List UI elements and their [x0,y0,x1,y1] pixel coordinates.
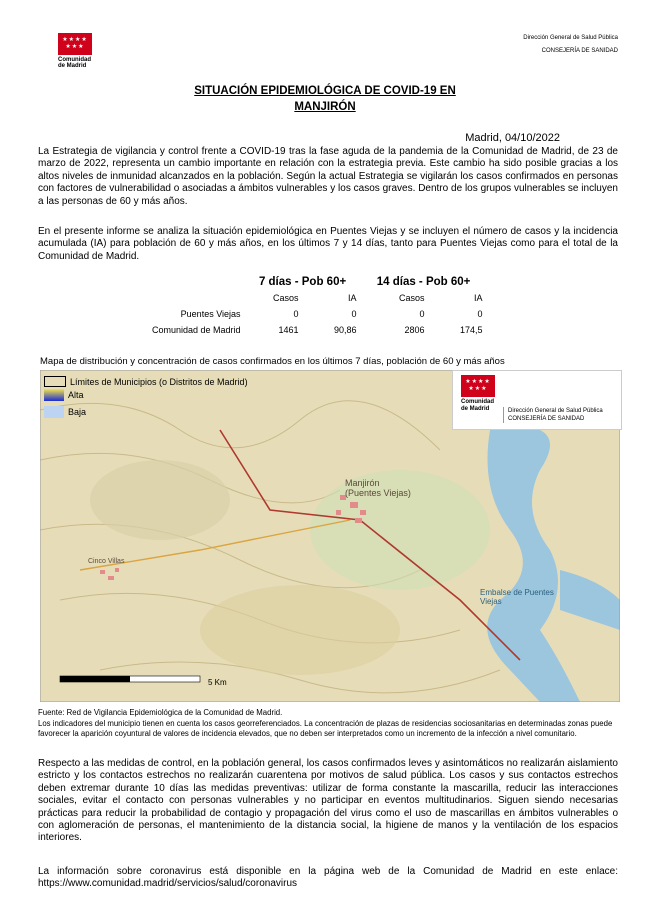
table-row: Puentes Viejas 0 0 0 0 [180,309,483,319]
boundary-swatch [44,376,66,387]
page-title: SITUACIÓN EPIDEMIOLÓGICA DE COVID-19 EN MANJIRÓN [194,85,456,113]
col-ia-14: IA [474,293,483,303]
stats-table [148,274,487,338]
col-ia-7: IA [348,293,357,303]
map-legend: Límites de Municipios (o Distritos de Madrid) Alta Baja [44,375,248,418]
advice-paragraph: Respecto a las medidas de control, en la población general, los casos confirmados leves y asintomáticos no realizarán aislamiento estricto y los contactos estrechos no realizarán cuarentena por motivos de salud pública. Los casos y sus contactos estrechos deben extremar durante 10 días las medidas preventivas: utilizar de forma constante la mascarilla, reducir las interacciones sociales, evitar el contacto con personas vulnerables y no participar en eventos multitudinarios. Siguen siendo necesarias prácticas para reducir la probabilidad de contagio y propagación del virus como el uso de mascarillas en ámbitos vulnerables o con aglomeración de personas, el mantenimiento de la distancia social, la higiene de manos y la ventilación de los espacios interiores. [38,758,618,844]
col-casos-7: Casos [273,293,299,303]
map-logo-text: Comunidad de Madrid [461,399,494,412]
map-logo-flag-icon: ★★★★ ★★★ [461,375,495,397]
low-swatch [44,406,64,418]
map-logo-box [452,370,622,430]
place-cinco-villas: Cinco Villas [88,558,125,565]
high-swatch [44,389,64,401]
place-manjiron: Manjirón (Puentes Viejas) [345,478,411,498]
map-caption: Mapa de distribución y concentración de casos confirmados en los últimos 7 días, población de 60 y más años [40,356,505,367]
intro-paragraph: La Estrategia de vigilancia y control frente a COVID-19 tras la fase aguda de la pandemia de la Comunidad de Madrid, de 23 de marzo de 2022, representa un cambio importante en relación con la estrategia previa. Este cambio ha sido posible gracias a los altos niveles de inmunidad alcanzados en la población. Según la actual Estrategia se vigilarán los casos confirmados en personas con factores de vulnerabilidad o asociadas a ámbitos vulnerables y los casos graves. Dentro de los grupos vulnerables se incluyen a las personas de 60 y más años. [38,146,618,207]
scale-label: 5 Km [208,678,227,687]
source-line: Fuente: Red de Vigilancia Epidemiológica de la Comunidad de Madrid. [38,708,283,717]
header-department: Dirección General de Salud Pública [523,35,618,41]
report-date: Madrid, 04/10/2022 [465,132,560,144]
logo-text: Comunidad de Madrid [58,57,91,69]
header-14-days: 14 días - Pob 60+ [376,276,471,288]
header-7-days: 7 días - Pob 60+ [258,276,347,288]
map-logo-dept: Dirección General de Salud Pública CONSEJERÍA DE SANIDAD [503,407,603,423]
report-paragraph: En el presente informe se analiza la situación epidemiológica en Puentes Viejas y se incluyen el número de casos y la incidencia acumulada (IA) para población de 60 y más años, en los últimos 7 y 14 días, tanto para Puentes Viejas como para el total de la Comunidad de Madrid. [38,226,618,262]
source-note: Los indicadores del municipio tienen en cuenta los casos georreferenciados. La concentración de plazas de residencias sociosanitarias en determinadas zonas puede favorecer la aparición coyuntural de valores de incidencia elevados, que no deben ser interpretados como un incremento de la infección a nivel comunitario. [38,719,613,738]
col-casos-14: Casos [399,293,425,303]
logo-stars-icon: ★★★★ ★★★ [62,36,88,50]
place-embalse: Embalse de Puentes Viejas [480,588,554,606]
header-consejeria: CONSEJERÍA DE SANIDAD [541,48,618,54]
info-paragraph: La información sobre coronavirus está disponible en la página web de la Comunidad de Madrid en este enlace: https://www.comunidad.madrid/servicios/salud/coronavirus [38,866,618,890]
table-row: Comunidad de Madrid 1461 90,86 2806 174,5 [152,325,483,335]
comunidad-madrid-logo [58,33,92,55]
